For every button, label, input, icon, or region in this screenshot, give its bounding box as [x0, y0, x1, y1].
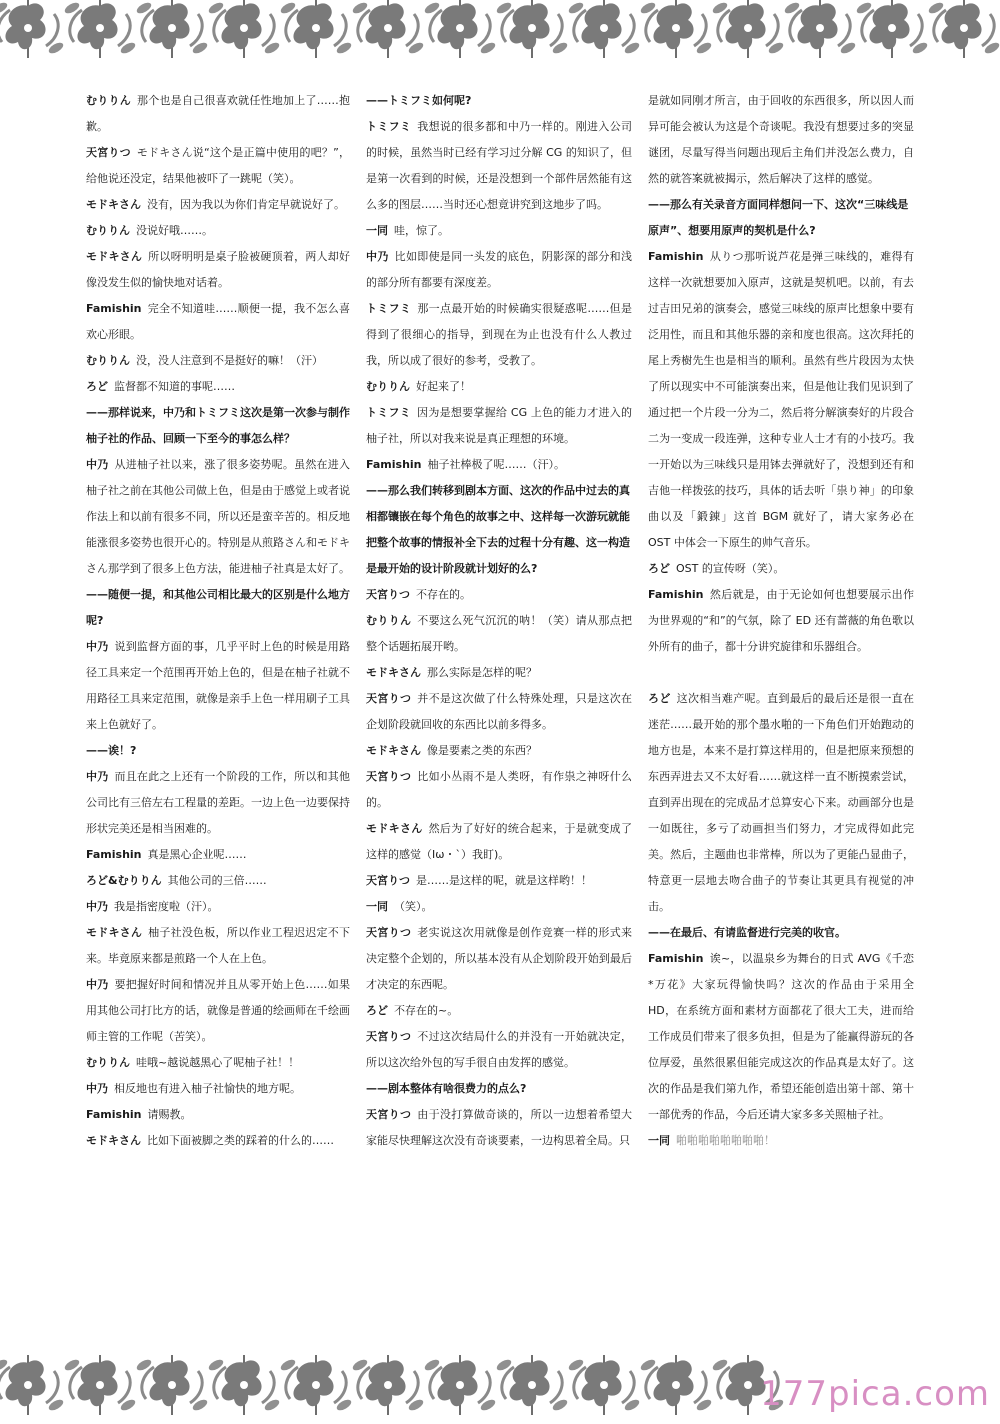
speaker-name: モドキさん: [86, 198, 141, 211]
speaker-name: ろど&むりりん: [86, 874, 162, 887]
dialogue-line: [86, 842, 350, 868]
speaker-name: 中乃: [86, 458, 109, 471]
speaker-name: Famishin: [648, 588, 704, 601]
dialogue-line: [366, 1024, 632, 1076]
speaker-name: ろど: [86, 380, 108, 393]
dialogue-text: 不过这次结局什么的并没有一开始就决定，所以这次给外包的写手很自由发挥的感觉。: [366, 1030, 633, 1069]
dialogue-text: 而且在此之上还有一个阶段的工作，所以和其他公司比有三倍左右工程量的差距。一边上色一边要保持形状完美还是相当困难的。: [86, 770, 351, 835]
dialogue-text: 说到监督方面的事，几乎平时上色的时候是用路径工具来定一个范围再开始上色的，但是在柚子社就不用路径工具来定范围，就像是亲手上色一样用刷子工具来上色就好了。: [86, 640, 351, 731]
dialogue-text: 像是要素之类的东西？: [427, 744, 537, 757]
dialogue-text: 是……是这样的呢，就是这样哟！！: [416, 874, 592, 887]
speaker-name: Famishin: [86, 848, 142, 861]
dialogue-text: 老实说这次用就像是创作竞赛一样的形式来决定整个企划的，所以基本没有从企划阶段开始到最后才决定的东西呢。: [366, 926, 633, 991]
dialogue-text: 我是指密度啦（汗）。: [114, 900, 219, 913]
interviewer-question: [366, 478, 632, 582]
dialogue-line: [86, 296, 350, 348]
dialogue-line: [366, 114, 632, 218]
speaker-name: Famishin: [86, 302, 142, 315]
dialogue-text: 监督都不知道的事呢……: [114, 380, 235, 393]
dialogue-text: 然后为了好好的统合起来，于是就变成了这样的感觉（Iω・`）我盯)。: [366, 822, 633, 861]
speaker-name: モドキさん: [366, 666, 421, 679]
dialogue-text: 没说好哦……。: [136, 224, 213, 237]
top-floral-border: [0, 0, 1000, 58]
dialogue-line: [86, 140, 350, 192]
speaker-name: 天宮りつ: [366, 1108, 412, 1121]
dialogue-line: [86, 920, 350, 972]
dialogue-text: 那么实际是怎样的呢？: [427, 666, 537, 679]
speaker-name: Famishin: [648, 952, 704, 965]
question-text: ——剧本整体有啥很费力的点么?: [366, 1082, 527, 1095]
dialogue-line: [366, 920, 632, 998]
speaker-name: ろど: [366, 1004, 388, 1017]
speaker-name: 一同: [366, 900, 388, 913]
dialogue-line: [648, 946, 914, 1128]
dialogue-line: [86, 1128, 350, 1154]
dialogue-text: 相反地也有进入柚子社愉快的地方呢。: [114, 1082, 301, 1095]
interviewer-question: [86, 400, 350, 452]
dialogue-line: [86, 1050, 350, 1076]
speaker-name: むりりん: [86, 1056, 130, 1069]
dialogue-text: 从进柚子社以来，涨了很多姿势呢。虽然在进入柚子社之前在其他公司做上色，但是由于感觉上或者说作法上和以前有很多不同，所以还是蛮辛苦的。相反地能涨很多姿势也很开心的。特别是从煎路さん和モドキさん那学到了很多上色方法，能进柚子社真是太好了。: [86, 458, 351, 575]
dialogue-text: 然后就是，由于无论如何也想要展示出作为世界观的“和”的气氛，除了 ED 还有蔷薇的角色歌以外所有的曲子，都十分讲究旋律和乐器组合。: [648, 588, 914, 653]
dialogue-line: [366, 1102, 632, 1154]
dialogue-line: [648, 244, 914, 556]
dialogue-line: [86, 1076, 350, 1102]
dialogue-line: [86, 88, 350, 140]
speaker-name: Famishin: [366, 458, 422, 471]
dialogue-line: [366, 816, 632, 868]
speaker-name: ろど: [648, 692, 671, 705]
speaker-name: 天宮りつ: [366, 692, 412, 705]
question-text: ——诶！?: [86, 744, 137, 757]
speaker-name: むりりん: [86, 354, 130, 367]
dialogue-line: [86, 868, 350, 894]
dialogue-text: 因为是想要掌握给 CG 上色的能力才进入的柚子社，所以对我来说是真正理想的环境。: [366, 406, 633, 445]
dialogue-text: 完全不知道哇……顺便一提，我不怎么喜欢心形眼。: [86, 302, 350, 341]
interviewer-question: [366, 88, 632, 114]
dialogue-line: [366, 868, 632, 894]
dialogue-text: 那个也是自己很喜欢就任性地加上了……抱歉。: [86, 94, 350, 133]
dialogue-text: モドキさん说“这个是正篇中使用的吧？”，给他说还没定，结果他被吓了一跳呢（笑）。: [86, 146, 351, 185]
interviewer-question: [366, 1076, 632, 1102]
speaker-name: 天宮りつ: [366, 874, 410, 887]
dialogue-text: 不存在的。: [416, 588, 471, 601]
dialogue-line: [366, 400, 632, 452]
floral-pattern-top: [0, 0, 1000, 58]
dialogue-line: [366, 374, 632, 400]
dialogue-line: [86, 452, 350, 582]
dialogue-line: [366, 244, 632, 296]
speaker-name: 中乃: [86, 640, 109, 653]
speaker-name: ろど: [648, 562, 670, 575]
dialogue-text: 比如下面被脚之类的踩着的什么的……: [147, 1134, 334, 1147]
speaker-name: トミフミ: [366, 302, 412, 315]
dialogue-line: [366, 686, 632, 738]
dialogue-line: [366, 764, 632, 816]
dialogue-text: 由于没打算做奇谈的，所以一边想着希望大家能尽快理解这次没有奇谈要素，一边构思着全局。只: [366, 1108, 633, 1147]
dialogue-line: [366, 738, 632, 764]
text-column-3: [648, 88, 914, 1154]
dialogue-text: 从りつ那听说芦花是弹三味线的，难得有这样一次就想要加入原声，这就是契机吧。以前，有去过吉田兄弟的演奏会，感觉三味线的原声比想象中要有泛用性，而且和其他乐器的亲和度也很高。这次拜托的尾上秀樹先生也是相当的顺利。虽然有些片段因为太快了所以现实中不可能演奏出来，但是他让我们见识到了通过把一个片段一分为二，然后将分解演奏好的片段合二为一变成一段连弹，这种专业人士才有的小技巧。我一开始以为三味线只是用钵去弹就好了，没想到还有和吉他一样拨弦的技巧，具体的话去听「祟り神」的印象曲以及「鍛錬」这首 BGM 就好了，请大家务必在 OST 中体会一下原生的帅气音乐。: [648, 250, 914, 549]
dialogue-text: 我想说的很多都和中乃一样的。刚进入公司的时候，虽然当时已经有学习过分解 CG 的知识了，但是第一次看到的时候，还是没想到一个部件居然能有这么多的图层……当时还心想竟讲究到这地步了吗。: [366, 120, 633, 211]
dialogue-line: [86, 374, 350, 400]
dialogue-text: 柚子社没色板，所以作业工程迟迟定不下来。毕竟原来都是煎路一个人在上色。: [86, 926, 351, 965]
speaker-name: モドキさん: [366, 822, 423, 835]
dialogue-text: 比如即使是同一头发的底色，阴影深的部分和浅的部分所有都要有深度差。: [366, 250, 633, 289]
dialogue-line: [86, 894, 350, 920]
question-text: ——トミフミ如何呢?: [366, 94, 472, 107]
dialogue-text: 不存在的~。: [394, 1004, 459, 1017]
dialogue-text: 没，没人注意到不是挺好的嘛！（汗）: [136, 354, 323, 367]
dialogue-line: [648, 582, 914, 660]
speaker-name: 中乃: [86, 978, 109, 991]
dialogue-text: 所以呀明明是桌子脸被硬顶着，两人却好像没发生似的愉快地对话着。: [86, 250, 351, 289]
dialogue-text: 这次相当难产呢。直到最后的最后还是很一直在迷茫……最开始的那个墨水啪的一下角色们开始跑动的地方也是，本来不是打算这样用的，但是把原来预想的东西弄进去又不太好看……就这样一直不断摸索尝试，直到弄出现在的完成品才总算安心下来。动画部分也是一如既往，多亏了动画担当们努力，才完成得如此完美。然后，主题曲也非常棒，所以为了更能凸显曲子，特意更一层地去吻合曲子的节奏让其更具有视觉的冲击。: [648, 692, 915, 913]
dialogue-text: （笑）。: [394, 900, 433, 913]
dialogue-text: 那一点最开始的时候确实很疑惑呢……但是得到了很细心的指导，到现在为止也没有什么人教过我，所以成了很好的参考，受教了。: [366, 302, 633, 367]
dialogue-text: 柚子社棒极了呢……（汗）。: [427, 458, 566, 471]
speaker-name: むりりん: [366, 614, 412, 627]
text-column-1: [86, 88, 350, 1154]
dialogue-text: 请赐教。: [147, 1108, 192, 1121]
dialogue-text: 其他公司的三倍……: [167, 874, 267, 887]
dialogue-line: [86, 218, 350, 244]
speaker-name: むりりん: [86, 94, 131, 107]
question-text: ——那么有关录音方面同样想问一下、这次“三味线是原声”、想要用原声的契机是什么?: [648, 198, 909, 237]
interviewer-question: [648, 920, 914, 946]
site-watermark: 177pica.com: [760, 1374, 990, 1414]
dialogue-line: [648, 88, 914, 192]
speaker-name: 中乃: [86, 900, 108, 913]
speaker-name: 天宮りつ: [366, 1030, 412, 1043]
dialogue-line: [86, 244, 350, 296]
dialogue-text: 哇哦~越说越黑心了呢柚子社！！: [136, 1056, 300, 1069]
dialogue-line: [86, 192, 350, 218]
dialogue-line: [366, 218, 632, 244]
speaker-name: モドキさん: [366, 744, 421, 757]
dialogue-text: 好起来了！: [416, 380, 471, 393]
speaker-name: トミフミ: [366, 406, 412, 419]
speaker-name: モドキさん: [86, 250, 143, 263]
dialogue-line: [648, 556, 914, 582]
dialogue-text: 要把握好时间和情况并且从零开始上色……如果用其他公司打比方的话，就像是普通的绘画师在千绘画师主管的工作呢（苦笑）。: [86, 978, 351, 1043]
dialogue-text: 没有，因为我以为你们肯定早就说好了。: [147, 198, 345, 211]
dialogue-line: [648, 1128, 914, 1154]
interviewer-question: [648, 192, 914, 244]
speaker-name: Famishin: [648, 250, 704, 263]
question-text: ——在最后、有请监督进行完美的收官。: [648, 926, 846, 939]
dialogue-line: [366, 660, 632, 686]
speaker-name: 中乃: [86, 770, 109, 783]
dialogue-line: [86, 972, 350, 1050]
dialogue-text: 不要这么死气沉沉的呐！（笑）请从那点把整个话题拓展开哟。: [366, 614, 633, 653]
dialogue-line: [648, 686, 914, 920]
speaker-name: 一同: [648, 1134, 670, 1147]
speaker-name: むりりん: [366, 380, 410, 393]
dialogue-line: [366, 296, 632, 374]
question-text: ——那么我们转移到剧本方面、这次的作品中过去的真相都镶嵌在每个角色的故事之中、这样每一次游玩就能把整个故事的情报补全下去的过程十分有趣、这一构造是最开始的设计阶段就计划好的么?: [366, 484, 630, 575]
paragraph-gap: [648, 660, 914, 686]
dialogue-text: 真是黑心企业呢……: [147, 848, 247, 861]
dialogue-text: 并不是这次做了什么特殊处理，只是这次在企划阶段就回收的东西比以前多得多。: [366, 692, 633, 731]
dialogue-line: [86, 1102, 350, 1128]
dialogue-text: OST 的宣传呀（笑）。: [676, 562, 785, 575]
dialogue-line: [86, 634, 350, 738]
dialogue-text: 啪啪啪啪啪啪啪啪！: [676, 1134, 775, 1147]
speaker-name: Famishin: [86, 1108, 142, 1121]
dialogue-line: [366, 894, 632, 920]
dialogue-text: 是就如同刚才所言，由于回收的东西很多，所以因人而异可能会被认为这是个奇谈呢。我没有想要过多的突显谜团，尽量写得当问题出现后主角们并没怎么费力，自然的就答案就被揭示，然后解决了这样的感觉。: [648, 94, 914, 185]
speaker-name: 中乃: [86, 1082, 108, 1095]
dialogue-text: 诶~，以温泉乡为舞台的日式 AVG《千恋*万花》大家玩得愉快吗？这次的作品由于采用全 HD，在系统方面和素材方面都花了很大工夫，进而给工作成员们带来了很多负担，但是为了能赢得游玩的各位厚爱，虽然很累但能完成这次的作品真是太好了。这次的作品是我们第九作，希望还能创造出第十部、第十一部优秀的作品，今后还请大家多多关照柚子社。: [648, 952, 914, 1121]
dialogue-line: [366, 608, 632, 660]
dialogue-line: [86, 348, 350, 374]
dialogue-text: 比如小丛雨不是人类呀，有作祟之神呀什么的。: [366, 770, 633, 809]
dialogue-line: [366, 452, 632, 478]
speaker-name: 一同: [366, 224, 388, 237]
speaker-name: モドキさん: [86, 1134, 141, 1147]
question-text: ——那样说来，中乃和トミフミ这次是第一次参与制作柚子社的作品、回顾一下至今的事怎么样？: [86, 406, 350, 445]
speaker-name: 天宮りつ: [366, 770, 412, 783]
dialogue-line: [366, 998, 632, 1024]
speaker-name: 天宮りつ: [366, 588, 410, 601]
interviewer-question: [86, 582, 350, 634]
speaker-name: 天宮りつ: [86, 146, 131, 159]
speaker-name: むりりん: [86, 224, 130, 237]
dialogue-line: [366, 582, 632, 608]
interviewer-question: [86, 738, 350, 764]
question-text: ——随便一提，和其他公司相比最大的区别是什么地方呢?: [86, 588, 350, 627]
speaker-name: モドキさん: [86, 926, 143, 939]
speaker-name: 中乃: [366, 250, 389, 263]
text-column-2: [366, 88, 632, 1154]
dialogue-line: [86, 764, 350, 842]
dialogue-text: 哇，惊了。: [394, 224, 449, 237]
speaker-name: トミフミ: [366, 120, 412, 133]
speaker-name: 天宮りつ: [366, 926, 412, 939]
